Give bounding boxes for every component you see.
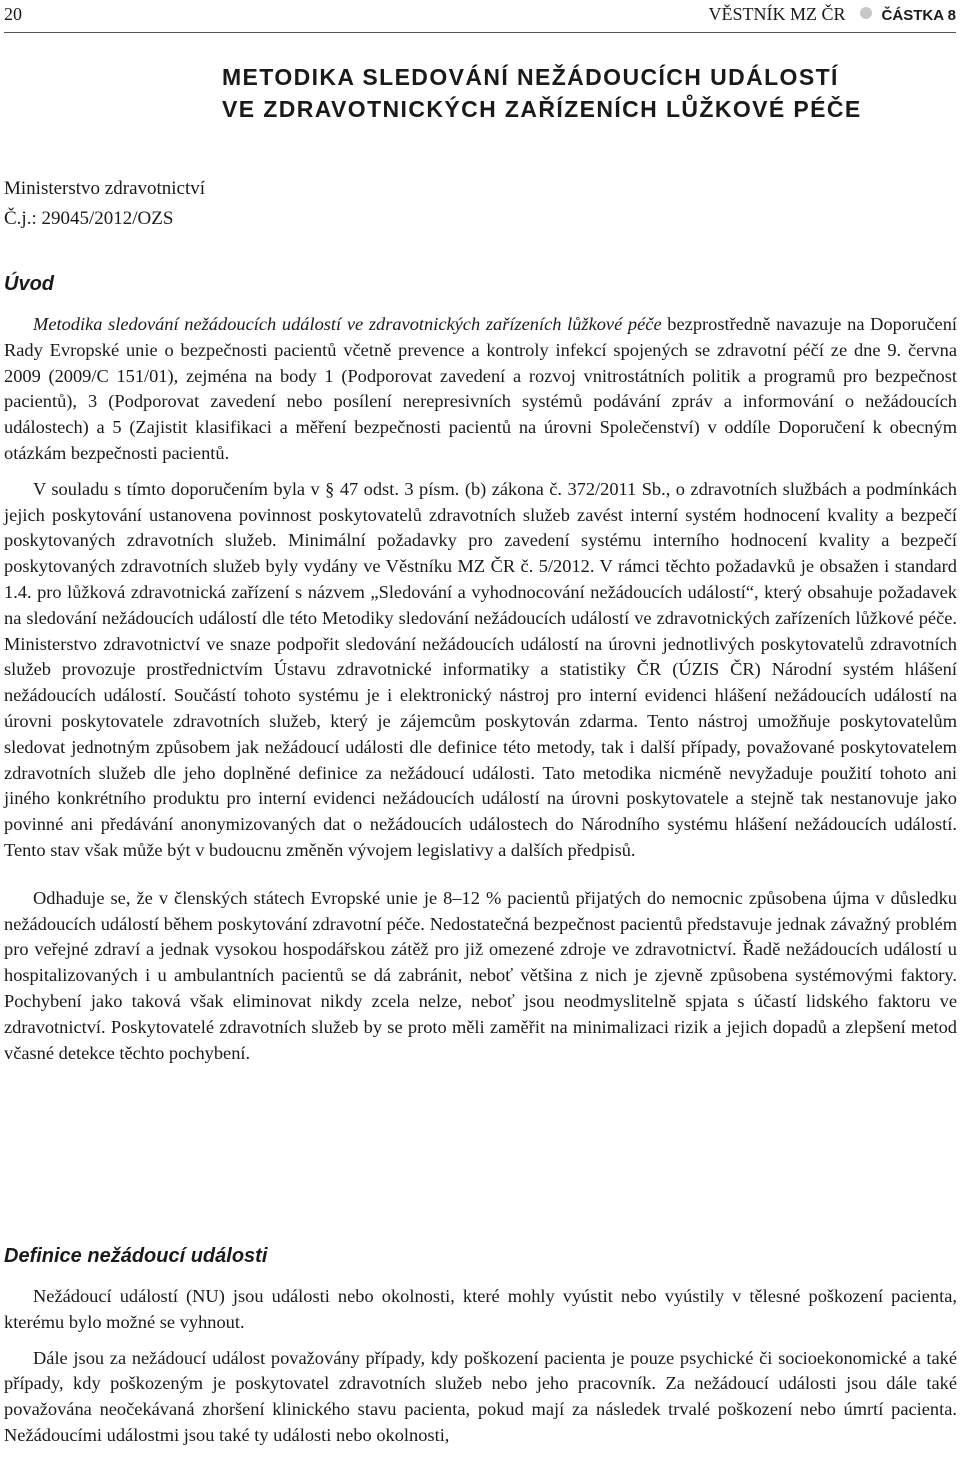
bullet-icon bbox=[860, 7, 872, 19]
header-right bbox=[709, 4, 956, 25]
intro-section-body bbox=[4, 312, 957, 1076]
definition-section-body bbox=[4, 1284, 957, 1459]
title-line-2: VE ZDRAVOTNICKÝCH ZAŘÍZENÍCH LŮŽKOVÉ PÉČE bbox=[222, 96, 862, 122]
section-heading-definition: Definice nežádoucí události bbox=[4, 1245, 268, 1267]
section-heading-intro: Úvod bbox=[4, 273, 54, 295]
header-rule bbox=[4, 32, 956, 33]
issue-part: ČÁSTKA 8 bbox=[881, 7, 956, 24]
intro-paragraph-3: Odhaduje se, že v členských státech Evropské unie je 8–12 % pacientů přijatých do nemocnic způsobena újma v důsledku nežádoucích událostí během poskytování zdravotní péče. Nedostatečná bezpečnost pacientů představuje jednak závažný problém pro veřejné zdraví a jednak vysokou hospodářskou zátěž pro již omezené zdroje ve zdravotnictví. Řadě nežádoucích událostí u hospitalizovaných i u ambulantních pacientů se dá zabránit, neboť většina z nich je zjevně způsobena systémovými faktory. Pochybení jako taková však eliminovat nikdy zcela nelze, neboť jsou neodmyslitelně spjata s účastí lidského faktoru ve zdravotnictví. Poskytovatelé zdravotních služeb by se proto měli zaměřit na minimalizaci rizik a jejich dopadů a zlepšení metod včasné detekce těchto pochybení. bbox=[4, 887, 957, 1063]
issuer: Ministerstvo zdravotnictví bbox=[4, 178, 206, 199]
intro-paragraph-1-italic: Metodika sledování nežádoucích událostí ve zdravotnických zařízeních lůžkové péče bbox=[33, 314, 662, 334]
journal-name: VĚSTNÍK MZ ČR bbox=[708, 4, 846, 24]
title-line-1: METODIKA SLEDOVÁNÍ NEŽÁDOUCÍCH UDÁLOSTÍ bbox=[222, 64, 839, 90]
definition-paragraph-1: Nežádoucí událostí (NU) jsou události nebo okolnosti, které mohly vyústit nebo vyústily v tělesné poškození pacienta, kterému bylo možné se vyhnout. bbox=[4, 1286, 957, 1332]
running-header bbox=[4, 4, 956, 30]
intro-paragraph-1 bbox=[4, 312, 957, 467]
document-title bbox=[222, 61, 862, 125]
definition-paragraph-2: Dále jsou za nežádoucí událost považovány případy, kdy poškození pacienta je pouze psychické či socioekonomické a také případy, kdy poškozeným je poskytovatel zdravotních služeb nebo jeho pracovník. Za nežádoucí události jsou dále také považována neočekávaná zhoršení klinického stavu pacienta, pokud mají za následek trvalé poškození nebo úmrtí pacienta. Nežádoucími událostmi jsou také ty události nebo okolnosti, bbox=[4, 1347, 957, 1445]
intro-paragraph-1-text: bezprostředně navazuje na Doporučení Rady Evropské unie o bezpečnosti pacientů včetně prevence a kontroly infekcí spojených se zdravotní péčí ze dne 9. června 2009 (2009/C 151/01), zejména na body 1 (Podporovat zavedení a rozvoj vnitrostátních politik a programů pro bezpečnost pacientů), 3 (Podporovat zavedení nebo posílení nerepresivních systémů podávání zpráv a informování o nežádoucích událostech) a 5 (Zajistit klasifikaci a měření bezpečnosti pacientů na úrovni Společenství) v oddíle Doporučení k obecným otázkám bezpečnosti pacientů. bbox=[4, 314, 957, 463]
page-number: 20 bbox=[4, 4, 22, 24]
reference-number: Č.j.: 29045/2012/OZS bbox=[4, 208, 174, 229]
intro-paragraph-2: V souladu s tímto doporučením byla v § 47 odst. 3 písm. (b) zákona č. 372/2011 Sb., o zdravotních službách a podmínkách jejich poskytování ustanovena povinnost poskytovatelů zdravotních služeb zavést interní systém hodnocení kvality a bezpečí poskytovaných zdravotních služeb. Minimální požadavky pro zavedení systému interního hodnocení kvality a bezpečí poskytovaných zdravotních služeb byly vydány ve Věstníku MZ ČR č. 5/2012. V rámci těchto požadavků je obsažen i standard 1.4. pro lůžková zdravotnická zařízení s názvem „Sledování a vyhodnocování nežádoucích událostí“, který obsahuje požadavek na sledování nežádoucích událostí dle této Metodiky sledování nežádoucích událostí ve zdravotnických zařízeních lůžkové péče. Ministerstvo zdravotnictví ve snaze podpořit sledování nežádoucích událostí na úrovni jednotlivých poskytovatelů zdravotních služeb provozuje prostřednictvím Ústavu zdravotnické informatiky a statistiky ČR (ÚZIS ČR) Národní systém hlášení nežádoucích událostí. Součástí tohoto systému je i elektronický nástroj pro interní evidenci hlášení nežádoucích událostí na úrovni poskytovatele zdravotních služeb, který je zájemcům poskytován zdarma. Tento nástroj umožňuje poskytovatelům sledovat jednotným způsobem jak nežádoucí události dle definice této metody, tak i další případy, považované poskytovatelem zdravotních služeb dle jeho doplněné definice za nežádoucí události. Tato metodika nicméně nevyžaduje použití tohoto ani jiného konkrétního produktu pro interní evidenci nežádoucích událostí na úrovni poskytovatele a stejně tak nestanovuje jako povinné ani předávání anonymizovaných dat o nežádoucích událostech do Národního systému hlášení nežádoucích událostí. Tento stav však může být v budoucnu změněn vývojem legislativy a dalších předpisů. bbox=[4, 478, 957, 860]
document-meta bbox=[4, 174, 205, 234]
